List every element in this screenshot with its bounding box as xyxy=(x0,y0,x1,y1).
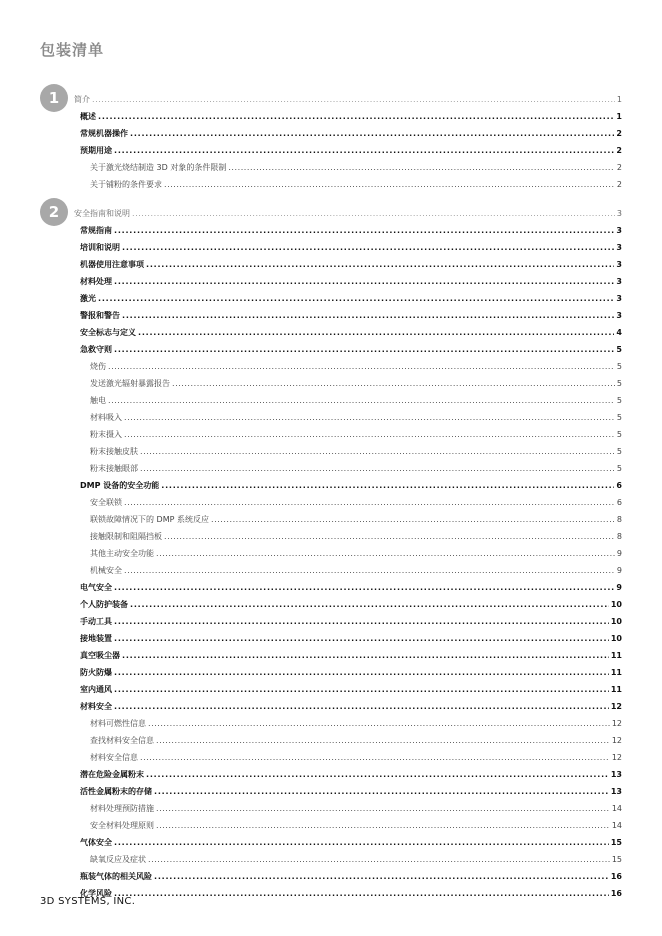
leader-dots xyxy=(124,429,615,440)
toc-subsection[interactable] xyxy=(90,440,622,457)
leader-dots xyxy=(154,786,609,797)
toc-entry-page: 2 xyxy=(616,180,622,189)
toc-entry-page: 5 xyxy=(616,430,622,439)
toc-section[interactable] xyxy=(80,644,622,661)
chapter-heading[interactable] xyxy=(74,88,622,105)
toc-subsection[interactable] xyxy=(90,491,622,508)
toc-entry-label: 材料吸入 xyxy=(90,413,122,422)
leader-dots xyxy=(122,650,609,661)
toc-entry-page: 9 xyxy=(616,583,622,592)
toc-entry-label: 触电 xyxy=(90,396,106,405)
toc-entry-page: 9 xyxy=(616,566,622,575)
toc-entry-page: 11 xyxy=(610,668,622,677)
toc-entry-page: 1 xyxy=(616,112,622,121)
toc-entry-label: 粉末摄入 xyxy=(90,430,122,439)
toc-entry-label: 缺氧反应及症状 xyxy=(90,855,146,864)
toc-section[interactable] xyxy=(80,105,622,122)
leader-dots xyxy=(156,803,610,814)
toc-entry-page: 8 xyxy=(616,515,622,524)
toc-entry-page: 15 xyxy=(611,855,622,864)
toc-entry-label: 活性金属粉末的存储 xyxy=(80,787,152,796)
toc-entry-label: 联锁故障情况下的 DMP 系统反应 xyxy=(90,515,209,524)
toc-entry-label: DMP 设备的安全功能 xyxy=(80,481,160,490)
toc-section[interactable] xyxy=(80,219,622,236)
toc-entry-label: 安全指南和说明 xyxy=(74,209,130,218)
toc-entry-label: 机械安全 xyxy=(90,566,122,575)
leader-dots xyxy=(122,242,614,253)
toc-section[interactable] xyxy=(80,304,622,321)
leader-dots xyxy=(124,497,615,508)
toc-entry-page: 5 xyxy=(616,396,622,405)
toc-entry-page: 16 xyxy=(610,889,622,898)
toc-section[interactable] xyxy=(80,122,622,139)
toc-entry-label: 材料可燃性信息 xyxy=(90,719,146,728)
leader-dots xyxy=(92,94,615,105)
toc-subsection[interactable] xyxy=(90,525,622,542)
leader-dots xyxy=(114,145,614,156)
leader-dots xyxy=(114,633,609,644)
toc-entry-page: 5 xyxy=(616,464,622,473)
toc-entry-page: 14 xyxy=(611,804,622,813)
leader-dots xyxy=(140,463,615,474)
toc-subsection[interactable] xyxy=(90,712,622,729)
toc-subsection[interactable] xyxy=(90,814,622,831)
leader-dots xyxy=(124,565,615,576)
toc-entry-label: 安全材料处理原则 xyxy=(90,821,154,830)
toc-entry-label: 手动工具 xyxy=(80,617,112,626)
toc-entry-page: 5 xyxy=(616,362,622,371)
leader-dots xyxy=(114,225,614,236)
toc-section[interactable] xyxy=(80,270,622,287)
leader-dots xyxy=(161,480,614,491)
toc-entry-page: 12 xyxy=(611,736,622,745)
leader-dots xyxy=(130,128,614,139)
toc-entry-page: 3 xyxy=(616,243,622,252)
toc-entry-page: 3 xyxy=(616,226,622,235)
leader-dots xyxy=(148,718,610,729)
toc-entry-page: 1 xyxy=(616,95,622,104)
toc-entry-label: 查找材料安全信息 xyxy=(90,736,154,745)
leader-dots xyxy=(114,701,609,712)
toc-subsection[interactable] xyxy=(90,156,622,173)
toc-entry-page: 2 xyxy=(616,146,622,155)
leader-dots xyxy=(114,276,614,287)
toc-entry-page: 10 xyxy=(610,617,622,626)
toc-section[interactable] xyxy=(80,236,622,253)
toc-entry-label: 培训和说明 xyxy=(80,243,120,252)
toc-subsection[interactable] xyxy=(90,457,622,474)
toc-entry-label: 安全标志与定义 xyxy=(80,328,136,337)
toc-entry-label: 安全联锁 xyxy=(90,498,122,507)
leader-dots xyxy=(156,820,610,831)
toc-entry-label: 防火防爆 xyxy=(80,668,112,677)
toc-section[interactable] xyxy=(80,661,622,678)
toc-entry-label: 机器使用注意事项 xyxy=(80,260,144,269)
toc-entry-page: 6 xyxy=(616,481,622,490)
toc-entry-label: 激光 xyxy=(80,294,96,303)
toc-subsection[interactable] xyxy=(90,559,622,576)
toc-section[interactable] xyxy=(80,610,622,627)
toc-subsection[interactable] xyxy=(90,355,622,372)
toc-subsection[interactable] xyxy=(90,848,622,865)
toc-subsection[interactable] xyxy=(90,542,622,559)
toc-section[interactable] xyxy=(80,831,622,848)
leader-dots xyxy=(114,888,609,899)
toc-entry-page: 12 xyxy=(611,719,622,728)
toc-section[interactable] xyxy=(80,139,622,156)
toc-entry-page: 15 xyxy=(610,838,622,847)
leader-dots xyxy=(114,582,614,593)
toc-entry-label: 关于激光烧结制造 3D 对象的条件限制 xyxy=(90,163,227,172)
toc-entry-page: 13 xyxy=(610,787,622,796)
toc-entry-page: 13 xyxy=(610,770,622,779)
leader-dots xyxy=(114,344,614,355)
toc-section[interactable] xyxy=(80,865,622,882)
page-title: 包装清单 xyxy=(40,41,105,59)
footer-company: 3D SYSTEMS, INC. xyxy=(40,896,136,907)
toc-subsection[interactable] xyxy=(90,746,622,763)
leader-dots xyxy=(172,378,615,389)
toc-entry-label: 室内通风 xyxy=(80,685,112,694)
leader-dots xyxy=(164,531,615,542)
toc-entry-label: 气体安全 xyxy=(80,838,112,847)
toc-section[interactable] xyxy=(80,882,622,899)
toc-entry-page: 16 xyxy=(610,872,622,881)
toc-entry-page: 11 xyxy=(610,685,622,694)
toc-entry-label: 潜在危险金属粉末 xyxy=(80,770,144,779)
toc-section[interactable] xyxy=(80,627,622,644)
leader-dots xyxy=(114,684,609,695)
leader-dots xyxy=(122,310,614,321)
leader-dots xyxy=(132,208,615,219)
leader-dots xyxy=(114,837,609,848)
toc-section[interactable] xyxy=(80,780,622,797)
chapter-number-badge: 1 xyxy=(40,84,68,112)
toc-entry-label: 烧伤 xyxy=(90,362,106,371)
toc-entry-label: 化学风险 xyxy=(80,889,112,898)
leader-dots xyxy=(146,259,614,270)
leader-dots xyxy=(108,395,615,406)
toc-entry-label: 发送激光辐射暴露报告 xyxy=(90,379,170,388)
leader-dots xyxy=(154,871,609,882)
leader-dots xyxy=(148,854,610,865)
toc-entry-label: 警报和警告 xyxy=(80,311,120,320)
leader-dots xyxy=(146,769,609,780)
chapter-number-badge: 2 xyxy=(40,198,68,226)
leader-dots xyxy=(211,514,615,525)
toc-entry-label: 材料处理 xyxy=(80,277,112,286)
toc-section[interactable] xyxy=(80,695,622,712)
toc-subsection[interactable] xyxy=(90,508,622,525)
leader-dots xyxy=(164,179,615,190)
leader-dots xyxy=(108,361,615,372)
toc-entry-label: 简介 xyxy=(74,95,90,104)
toc-entry-label: 接地装置 xyxy=(80,634,112,643)
toc-section[interactable] xyxy=(80,287,622,304)
toc-entry-page: 5 xyxy=(616,447,622,456)
toc-entry-page: 5 xyxy=(616,379,622,388)
leader-dots xyxy=(156,735,610,746)
leader-dots xyxy=(124,412,615,423)
toc-entry-label: 关于铺粉的条件要求 xyxy=(90,180,162,189)
toc-entry-page: 12 xyxy=(610,702,622,711)
toc-entry-page: 2 xyxy=(616,163,622,172)
toc-section[interactable] xyxy=(80,763,622,780)
toc-entry-page: 10 xyxy=(610,634,622,643)
toc-entry-label: 材料安全 xyxy=(80,702,112,711)
chapter-heading[interactable] xyxy=(74,202,622,219)
toc-entry-page: 8 xyxy=(616,532,622,541)
toc-entry-label: 粉末接触眼部 xyxy=(90,464,138,473)
toc-entry-page: 6 xyxy=(616,498,622,507)
toc-entry-page: 4 xyxy=(616,328,622,337)
leader-dots xyxy=(114,667,609,678)
toc-subsection[interactable] xyxy=(90,729,622,746)
toc-entry-page: 3 xyxy=(616,294,622,303)
toc-entry-label: 接触限制和阻隔挡板 xyxy=(90,532,162,541)
toc-entry-page: 3 xyxy=(616,260,622,269)
leader-dots xyxy=(140,446,615,457)
toc-entry-label: 常规机器操作 xyxy=(80,129,128,138)
leader-dots xyxy=(98,293,614,304)
toc-entry-label: 材料处理预防措施 xyxy=(90,804,154,813)
toc-section[interactable] xyxy=(80,576,622,593)
toc-section[interactable] xyxy=(80,678,622,695)
toc-entry-page: 2 xyxy=(616,129,622,138)
toc-entry-label: 急救守则 xyxy=(80,345,112,354)
toc-entry-page: 3 xyxy=(616,311,622,320)
toc-entry-page: 11 xyxy=(610,651,622,660)
toc-entry-page: 3 xyxy=(616,277,622,286)
toc-section[interactable] xyxy=(80,253,622,270)
toc-entry-page: 12 xyxy=(611,753,622,762)
toc-entry-label: 真空吸尘器 xyxy=(80,651,120,660)
toc-subsection[interactable] xyxy=(90,389,622,406)
toc-entry-page: 5 xyxy=(616,345,622,354)
toc-entry-page: 5 xyxy=(616,413,622,422)
leader-dots xyxy=(138,327,614,338)
leader-dots xyxy=(228,162,615,173)
toc-section[interactable] xyxy=(80,338,622,355)
toc-subsection[interactable] xyxy=(90,372,622,389)
toc-entry-label: 预期用途 xyxy=(80,146,112,155)
toc-entry-label: 材料安全信息 xyxy=(90,753,138,762)
toc-section[interactable] xyxy=(80,593,622,610)
toc-section[interactable] xyxy=(80,321,622,338)
toc-entry-label: 其他主动安全功能 xyxy=(90,549,154,558)
toc-subsection[interactable] xyxy=(90,406,622,423)
toc-entry-label: 概述 xyxy=(80,112,96,121)
toc-section[interactable] xyxy=(80,474,622,491)
toc-subsection[interactable] xyxy=(90,173,622,190)
leader-dots xyxy=(98,111,614,122)
leader-dots xyxy=(156,548,615,559)
toc-subsection[interactable] xyxy=(90,797,622,814)
toc-entry-page: 10 xyxy=(610,600,622,609)
leader-dots xyxy=(130,599,609,610)
toc-subsection[interactable] xyxy=(90,423,622,440)
toc-entry-page: 3 xyxy=(616,209,622,218)
toc-entry-page: 14 xyxy=(611,821,622,830)
toc-entry-label: 个人防护装备 xyxy=(80,600,128,609)
leader-dots xyxy=(140,752,610,763)
toc-entry-label: 常规指南 xyxy=(80,226,112,235)
toc-entry-label: 粉末接触皮肤 xyxy=(90,447,138,456)
toc-entry-label: 瓶装气体的相关风险 xyxy=(80,872,152,881)
leader-dots xyxy=(114,616,609,627)
toc-entry-page: 9 xyxy=(616,549,622,558)
toc-entry-label: 电气安全 xyxy=(80,583,112,592)
